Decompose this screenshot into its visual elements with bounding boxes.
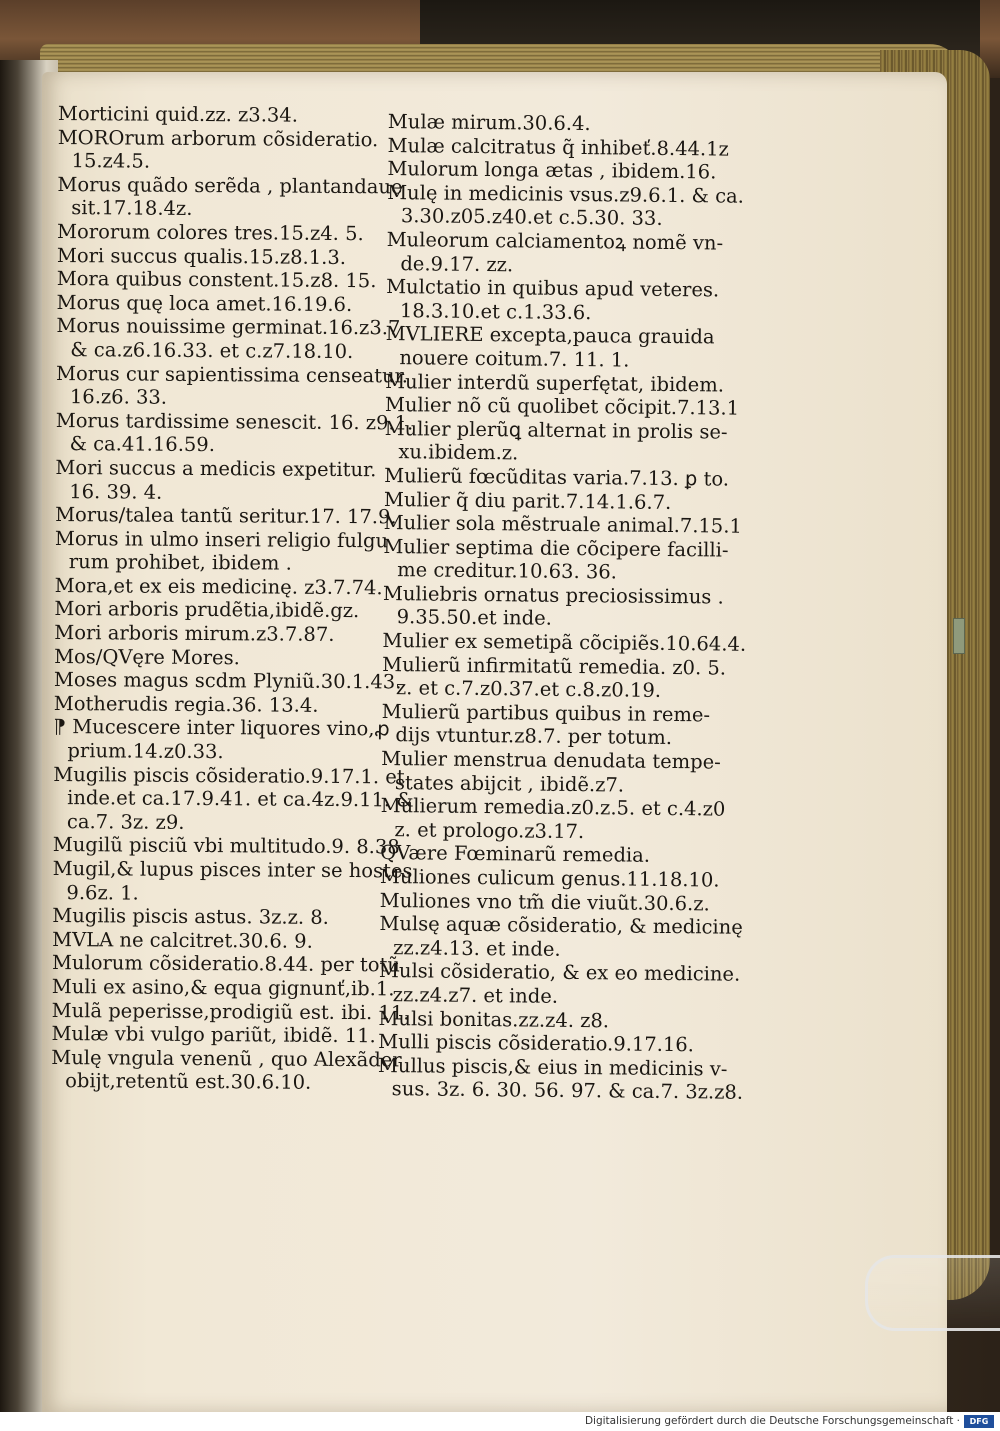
digitization-footer — [0, 1412, 1000, 1431]
index-entry-line: Morus quãdo serẽda , plantandaue — [57, 172, 403, 199]
index-entry-line: Muliebris ornatus preciosissimus . — [382, 581, 724, 609]
index-entry-line: Mori arboris prudẽtia,ibidẽ.gz. — [54, 597, 360, 623]
index-entry-line: Mugil,& lupus pisces inter se hostes — [52, 856, 413, 883]
page-tab-marker — [953, 618, 965, 654]
index-column-left — [51, 102, 414, 1095]
index-entry-line: nouere coitum.7. 11. 1. — [399, 346, 630, 372]
index-entry-line: Mullus piscis,& eius in medicinis v- — [377, 1053, 728, 1081]
index-entry-line: 9.35.50.et inde. — [396, 605, 553, 631]
index-entry-line: 18.3.10.et c.1.33.6. — [399, 298, 592, 324]
index-entry-line: Mulier menstrua denudata tempe- — [381, 746, 721, 774]
index-entry-line: Mulier q̃ diu parit.7.14.1.6.7. — [383, 487, 672, 514]
index-entry-line: Mulierum remedia.z0.z.5. et c.4.z0 — [380, 794, 726, 821]
index-entry-line: xu.ibidem.z. — [398, 440, 519, 465]
index-entry-line: states abijcit , ibidẽ.z7. — [394, 770, 625, 797]
index-entry-line: Mulsę aquæ cõsideratio, & medicinę — [379, 912, 743, 939]
index-entry-line: Muliones culicum genus.11.18.10. — [379, 864, 720, 892]
index-entry-line: Morus tardissime senescit. 16. z9.1. — [55, 408, 414, 435]
index-entry-line: Moses magus scdm Plyniũ.30.1.43. — [53, 668, 402, 694]
index-entry-line: obijt,retentũ est.30.6.10. — [65, 1069, 312, 1095]
index-entry-line: Mulctatio in quibus apud veteres. — [386, 275, 720, 302]
footer-credit-text: Digitalisierung gefördert durch die Deutsche Forschungsgemeinschaft · — [584, 1415, 960, 1427]
index-entry-line: inde.et ca.17.9.41. et ca.4z.9.11. & — [67, 786, 414, 812]
index-entry-line: prium.14.z0.33. — [67, 739, 224, 764]
index-entry-line: 3.30.z05.z40.et c.5.30. 33. — [400, 204, 663, 231]
index-entry-line: 16. 39. 4. — [69, 479, 163, 504]
index-entry-line: MVLIERE excepta,pauca grauida — [385, 322, 715, 349]
index-entry-line: Muleorum calciamentoꝝ nomẽ vn- — [386, 227, 724, 255]
index-entry-line: sit.17.18.4z. — [71, 196, 193, 221]
index-entry-line: z. et c.7.z0.37.et c.8.z0.19. — [395, 676, 662, 703]
index-entry-line: Mulę in medicinis vsus.z9.6.1. & ca. — [387, 180, 745, 208]
index-entry-line: zz.z4.13. et inde. — [393, 935, 561, 961]
index-entry-line: Mulli piscis cõsideratio.9.17.16. — [378, 1030, 695, 1057]
index-entry-line: Mulierũ partibus quibus in reme- — [381, 699, 711, 727]
index-entry-line: Mulier interdũ superfętat, ibidem. — [385, 369, 725, 397]
index-entry-line: 15.z4.5. — [71, 149, 151, 173]
index-entry-line: Morus in ulmo inseri religio fulgu — [54, 526, 389, 553]
index-entry-line: z. et prologo.z3.17. — [394, 817, 585, 843]
index-entry-line: Mulier sola mẽstruale animal.7.15.1 — [383, 511, 742, 538]
index-entry-line: Mulierũ fœcũditas varia.7.13. ꝑ to. — [384, 463, 730, 491]
index-entry-line: Mulorum cõsideratio.8.44. per totũ — [51, 951, 401, 977]
index-entry-line: Mulæ calcitratus q̃ inhibeť.8.44.1z — [387, 133, 729, 161]
index-entry-line: zz.z4.z7. et inde. — [392, 983, 559, 1008]
index-entry-line: sus. 3z. 6. 30. 56. 97. & ca.7. 3z.z8. — [391, 1077, 744, 1105]
index-entry-line: Mori arboris mirum.z3.7.87. — [54, 621, 335, 647]
index-entry-line: Mora,et ex eis medicinę. z3.7.74. — [54, 573, 383, 600]
index-entry-line: Muli ex asino,& equa gignunť,ib.1. — [51, 974, 395, 1001]
index-entry-line: Mugilũ pisciũ vbi multitudo.9. 8.38 — [52, 833, 400, 859]
index-entry-line: Mora quibus constent.15.z8. 15. — [56, 267, 377, 293]
index-entry-line: QVære Fœminarũ remedia. — [380, 841, 651, 868]
index-entry-line: & ca.41.16.59. — [69, 432, 216, 457]
index-entry-line: Mulsi bonitas.zz.z4. z8. — [378, 1006, 610, 1032]
index-entry-line: MOROrum arborum cõsideratio. — [57, 125, 379, 151]
index-entry-line: Morticini quid.zz. z3.34. — [57, 102, 299, 127]
index-entry-line: Morus quę loca amet.16.19.6. — [56, 290, 353, 316]
index-entry-line: de.9.17. zz. — [400, 251, 514, 276]
index-entry-line: Mulier plerũꝗ alternat in prolis se- — [384, 416, 728, 444]
index-entry-line: 16.z6. 33. — [69, 385, 168, 409]
index-entry-line: me creditur.10.63. 36. — [397, 558, 618, 584]
index-entry-line: Mulæ mirum.30.6.4. — [387, 110, 591, 136]
index-entry-line: Mugilis piscis astus. 3z.z. 8. — [52, 904, 330, 930]
index-column-right — [378, 110, 778, 1105]
index-entry-line: MVLA ne calcitret.30.6. 9. — [52, 927, 313, 953]
index-entry-line: Mos/QVęre Mores. — [54, 644, 240, 669]
index-entry-line: Mulã peperisse,prodigiũ est. ibi. 11. — [51, 998, 410, 1025]
index-entry-line: ⁋ Mucescere inter liquores vino,ꝓ — [53, 715, 390, 741]
index-entry-line: Mulier ex semetipã cõcipiẽs.10.64.4. — [382, 629, 747, 656]
index-entry-line: Mulæ vbi vulgo pariũt, ibidẽ. 11. — [51, 1022, 376, 1048]
index-entry-line: Mulę vngula venenũ , quo Alexãder — [51, 1045, 402, 1072]
index-entry-line: Mori succus qualis.15.z8.1.3. — [56, 243, 347, 269]
index-entry-line: Mulierũ infirmitatũ remedia. z0. 5. — [382, 652, 727, 680]
index-entry-line: Mulsi cõsideratio, & ex eo medicine. — [378, 959, 741, 987]
dfg-logo[interactable]: DFG — [964, 1415, 994, 1428]
index-entry-line: Morus cur sapientissima censeatur. — [56, 361, 409, 387]
index-entry-line: Mulier septima die cõcipere facilli- — [383, 534, 729, 562]
index-entry-line: Mororum colores tres.15.z4. 5. — [57, 219, 364, 246]
index-entry-line: Mori succus a medicis expetitur. — [55, 455, 377, 482]
index-entry-line: dijs vtuntur.z8.7. per totum. — [395, 723, 673, 750]
index-entry-line: ca.7. 3z. z9. — [66, 809, 185, 834]
index-entry-line: rum prohibet, ibidem . — [68, 550, 292, 575]
index-entry-line: & ca.z6.16.33. et c.z7.18.10. — [70, 338, 354, 364]
index-entry-line: Mulier nõ cũ quolibet cõcipit.7.13.1 — [384, 393, 740, 420]
index-entry-line: 9.6z. 1. — [66, 880, 139, 905]
page-clip — [865, 1255, 1000, 1331]
index-entry-line: Morus nouissime germinat.16.z3.7 — [56, 314, 401, 340]
index-entry-line: Motherudis regia.36. 13.4. — [53, 691, 319, 717]
index-entry-line: Muliones vno tm̃ die viuũt.30.6.z. — [379, 888, 710, 916]
index-entry-line: Morus/talea tantũ seritur.17. 17.9. — [55, 503, 397, 529]
index-entry-line: Mulorum longa ætas , ibidem.16. — [387, 157, 717, 184]
index-entry-line: Mugilis piscis cõsideratio.9.17.1. et — [53, 762, 405, 789]
